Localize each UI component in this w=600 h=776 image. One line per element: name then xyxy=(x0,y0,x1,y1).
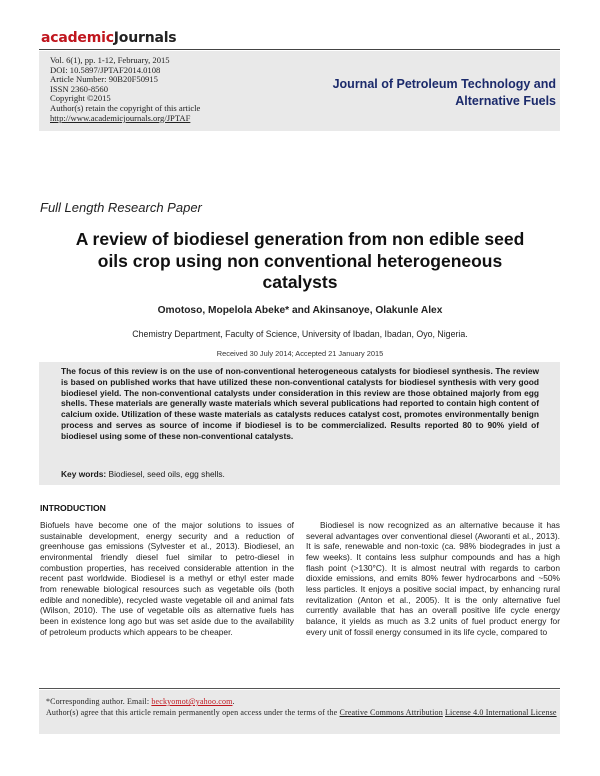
rights-line: Author(s) retain the copyright of this article xyxy=(50,102,201,113)
masthead-rule xyxy=(39,49,560,50)
footnote-rule xyxy=(39,688,560,689)
article-number: Article Number: 90B20F50915 xyxy=(50,74,158,85)
logo-part-academic: academic xyxy=(41,30,114,46)
journal-title xyxy=(296,76,556,110)
copyright-line: Copyright ©2015 xyxy=(50,93,111,104)
intro-paragraph-right: Biodiesel is now recognized as an alternative because it has several advantages over conventional diesel (Aworanti et al., 2013). It is safe, renewable and non-toxic (ca. 98% biodegrades in just a few weeks). It contains less sulphur compounds and has a high flash point (>130°C). It is almost neutral with regards to carbon dioxide emissions, and emits 80% fewer hydrocarbons and ~50% less particles. It enjoys a positive social impact, by enhancing rural revitalization (Anton et al., 2005). It is the only alternative fuel currently available that has an overall positive life cycle energy balance, it yields as much as 3.2 units of fuel product energy for every unit of fossil energy consumed in its life cycle, compared to xyxy=(306,520,560,637)
doi-line: DOI: 10.5897/JPTAF2014.0108 xyxy=(50,64,161,75)
corresponding-email-link[interactable]: beckyomot@yahoo.com xyxy=(151,697,233,706)
publication-metadata xyxy=(50,56,200,123)
body-column-right xyxy=(306,520,560,637)
abstract-text: The focus of this review is on the use of non-conventional heterogeneous catalysts for biodiesel synthesis. The review is based on published works that have utilized these non-conventional catalysts for biodiesel synthesis with very good biodiesel yield. The non-conventional catalysts under consideration in this review are those obtained majorly from egg shells. These materials are generally waste materials which several publications had reported to contain high content of calcium oxide. Utilization of these waste materials as catalysts reduces catalyst cost, promotes environmentally benign process and serves as source of income if biodiesel is to be commercialized. Results reported 80 to 90% yield of biodiesel using some of these non-conventional catalysts. xyxy=(61,366,539,441)
journal-url-link[interactable]: http://www.academicjournals.org/JPTAF xyxy=(50,112,191,123)
corresponding-suffix: . xyxy=(232,697,235,706)
affiliation: Chemistry Department, Faculty of Science, University of Ibadan, Ibadan, Oyo, Nigeria. xyxy=(132,329,468,339)
keywords xyxy=(61,469,225,479)
authors: Omotoso, Mopelola Abeke* and Akinsanoye, Olakunle Alex xyxy=(157,305,443,316)
footnote xyxy=(46,696,558,718)
keywords-list: Biodiesel, seed oils, egg shells. xyxy=(108,469,225,479)
corresponding-author-line xyxy=(46,696,558,707)
keywords-label: Key words: xyxy=(61,469,107,479)
license-text: Author(s) agree that this article remain permanently open access under the terms of the xyxy=(46,708,338,718)
issn-line: ISSN 2360-8560 xyxy=(50,83,109,94)
license-link-part1[interactable]: Creative Commons Attribution xyxy=(339,708,443,718)
publisher-logo xyxy=(41,30,176,46)
logo-part-journals: Journals xyxy=(113,30,177,46)
journal-title-line1: Journal of Petroleum Technology and xyxy=(332,77,556,91)
body-column-left xyxy=(40,520,294,637)
section-heading-introduction: INTRODUCTION xyxy=(40,503,106,513)
license-link-part2[interactable]: License 4.0 International License xyxy=(445,708,557,718)
intro-paragraph-left: Biofuels have become one of the major solutions to issues of sustainable development, energy security and a reduction of greenhouse gas emissions (Sylvester et al., 2013). Biodiesel, an environmental friendly diesel fuel similar to petro-diesel in combustion properties, has received considerable attention in the recent past worldwide. Biodiesel is a methyl or ethyl ester made from renewable biological resources such as vegetable oils (both edible and nonedible), recycled waste vegetable oil and animal fats (Wilson, 2010). The use of vegetable oils as alternative fuels has been in existence long ago but was set aside due to the availability of petroleum products which appears to be cheaper. xyxy=(40,520,294,637)
volume-line: Vol. 6(1), pp. 1-12, February, 2015 xyxy=(50,55,170,65)
corresponding-prefix: *Corresponding author. Email: xyxy=(46,697,150,706)
article-title: A review of biodiesel generation from non edible seed oils crop using non conventional heterogeneous catalysts xyxy=(75,229,525,292)
received-dates: Received 30 July 2014; Accepted 21 January 2015 xyxy=(216,349,384,358)
journal-title-line2: Alternative Fuels xyxy=(455,94,556,108)
license-line xyxy=(46,707,558,718)
paper-type: Full Length Research Paper xyxy=(40,200,202,215)
